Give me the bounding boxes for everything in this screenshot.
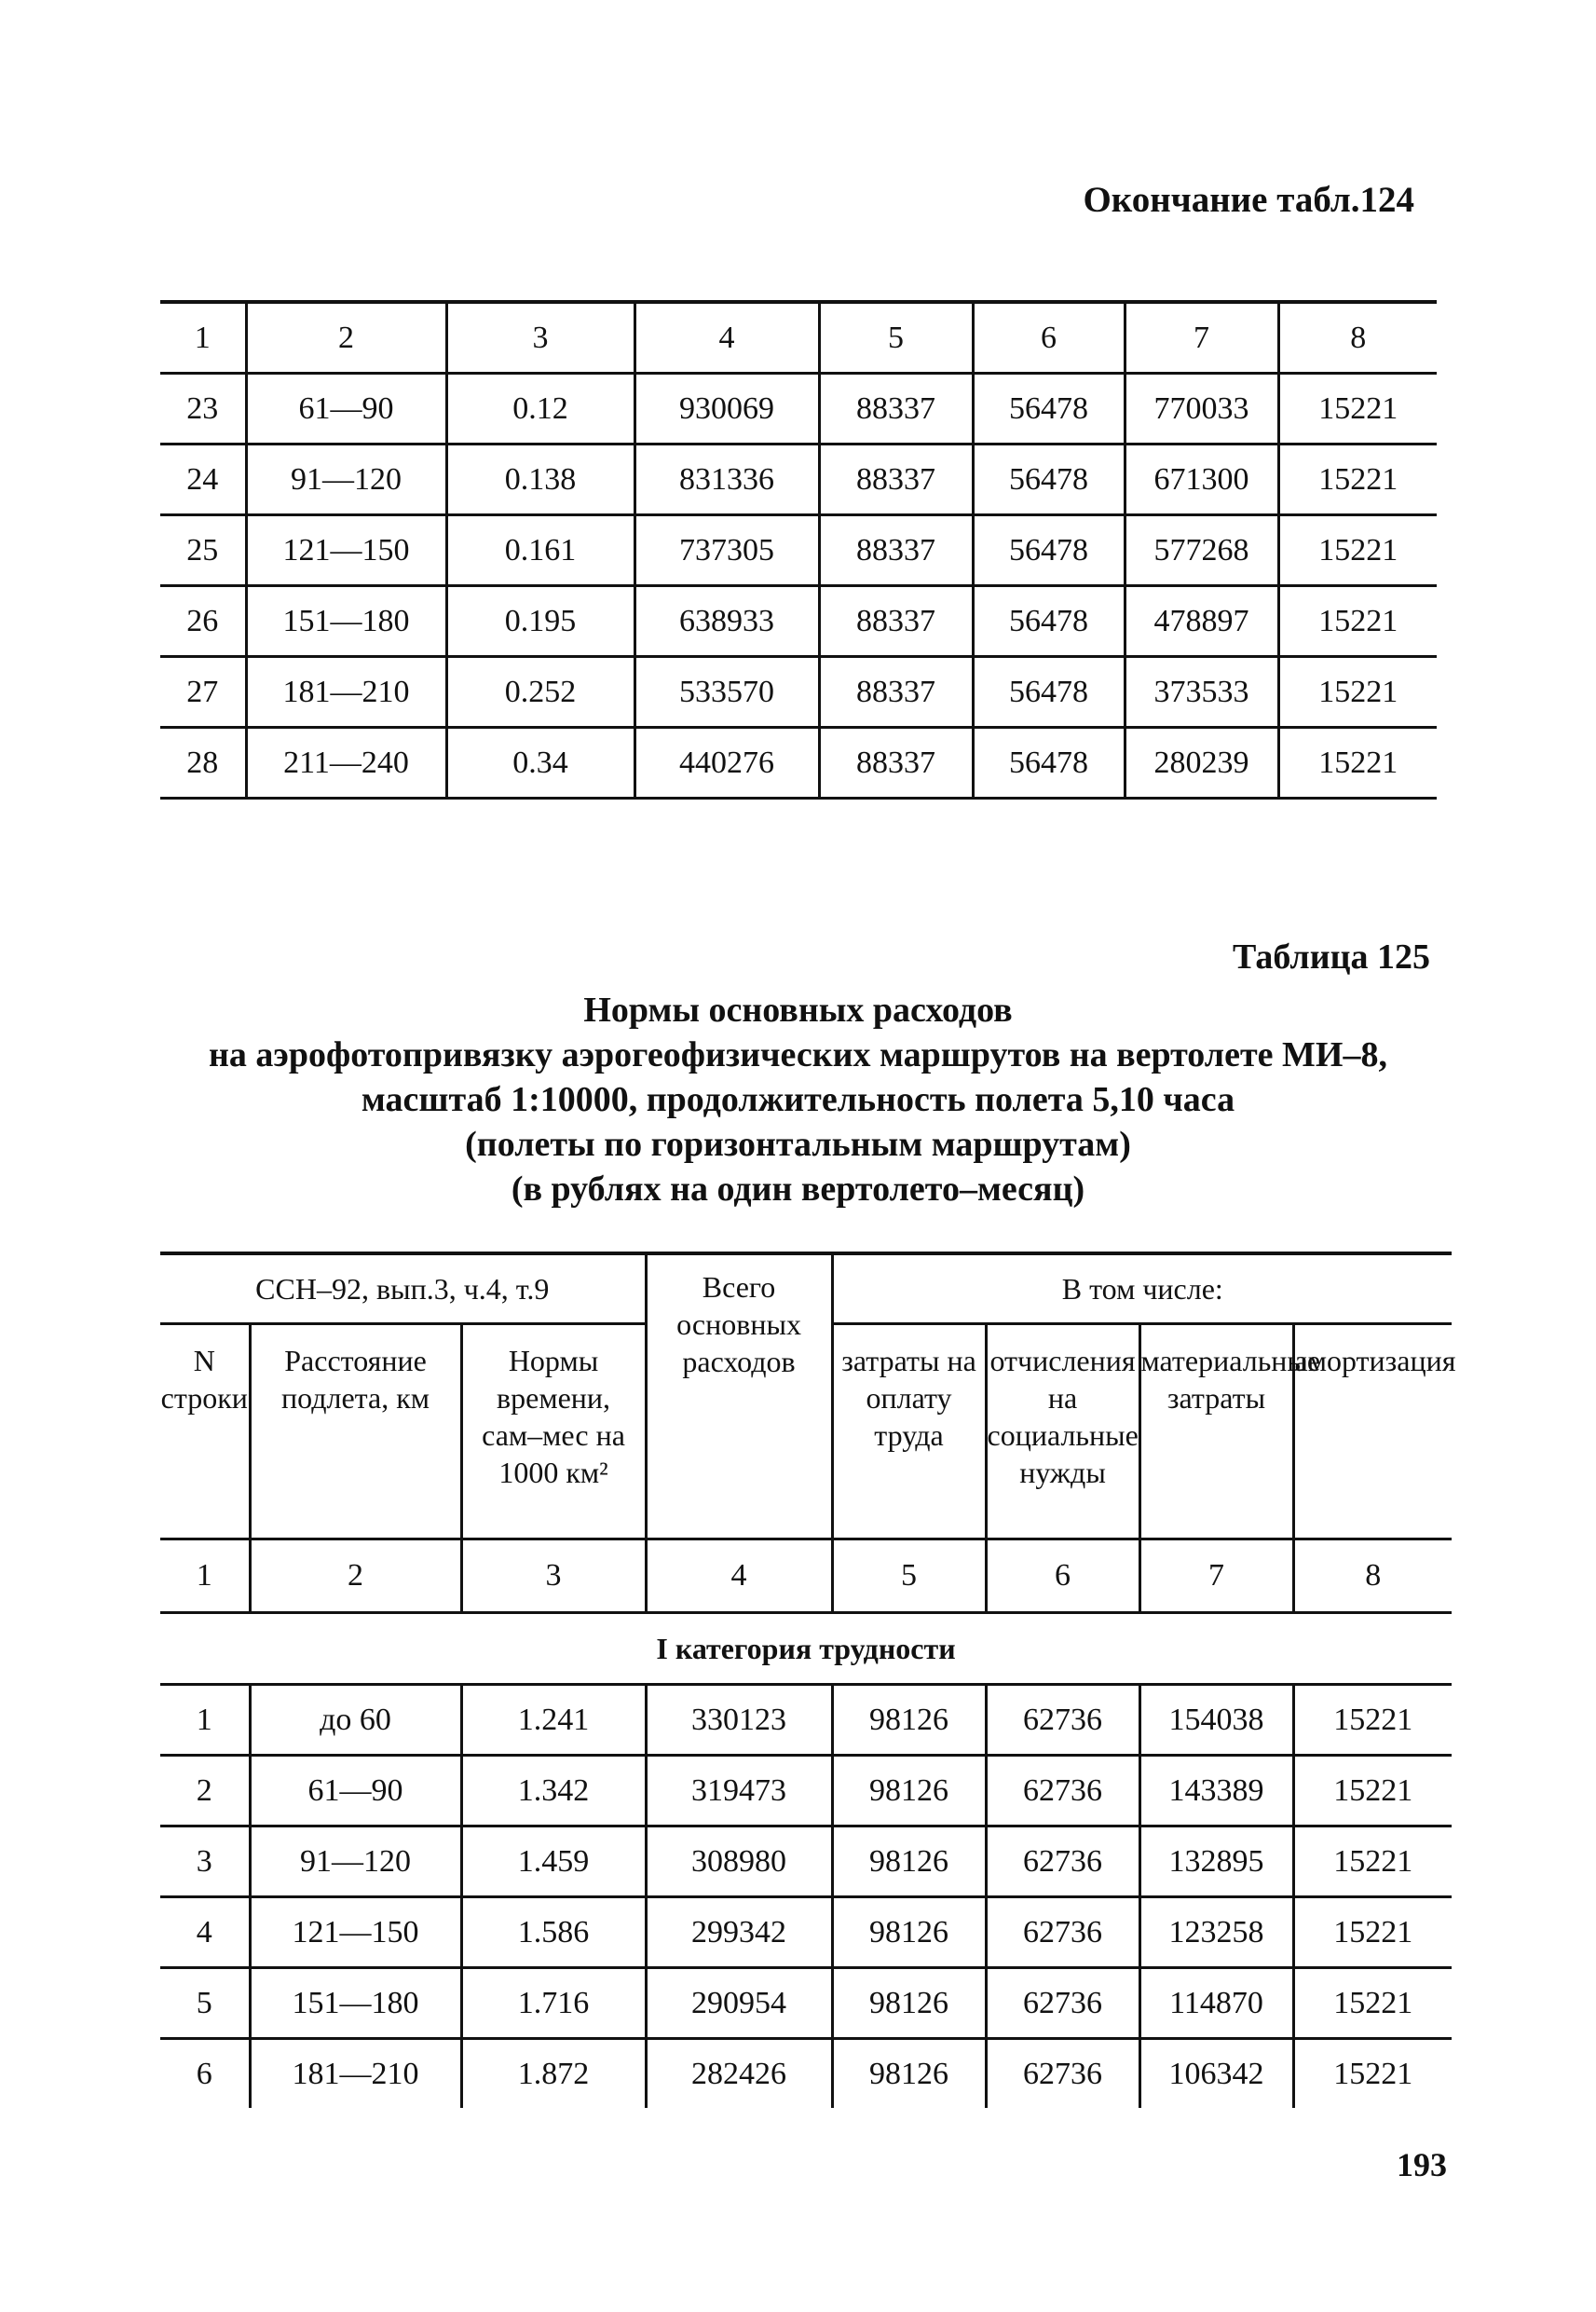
- table-cell: 15221: [1278, 445, 1437, 515]
- table-row: [160, 445, 1437, 515]
- table-cell: 56478: [973, 586, 1125, 657]
- column-number-row: [160, 302, 1437, 374]
- table-cell: 478897: [1125, 586, 1278, 657]
- table-cell: 0.12: [446, 374, 634, 445]
- table-cell: 91—120: [250, 1826, 461, 1897]
- table-cell: 26: [160, 586, 246, 657]
- table-cell: 62736: [986, 1756, 1139, 1826]
- table-cell: 440276: [634, 728, 819, 799]
- table-row: [160, 1968, 1452, 2039]
- table-cell: до 60: [250, 1685, 461, 1756]
- table-cell: 15221: [1278, 657, 1437, 728]
- table-cell: 98126: [832, 1968, 986, 2039]
- title-line: на аэрофотопривязку аэрогеофизических маршрутов на вертолете МИ–8,: [209, 1035, 1387, 1074]
- table-cell: 15221: [1278, 728, 1437, 799]
- table-cell: 8: [1293, 1539, 1452, 1613]
- table-cell: 0.195: [446, 586, 634, 657]
- table-cell: 211—240: [246, 728, 446, 799]
- table-125-label: Таблица 125: [1232, 937, 1430, 977]
- table-cell: 1.342: [461, 1756, 646, 1826]
- table-cell: 299342: [646, 1897, 832, 1968]
- table-cell: 15221: [1293, 1756, 1452, 1826]
- row-number-header: N строки: [160, 1324, 250, 1539]
- table-cell: 2: [160, 1756, 250, 1826]
- table-row: [160, 586, 1437, 657]
- table-cell: 1: [160, 302, 246, 374]
- table-cell: 62736: [986, 1968, 1139, 2039]
- table-cell: 62736: [986, 1826, 1139, 1897]
- table-cell: 25: [160, 515, 246, 586]
- title-line: Нормы основных расходов: [583, 991, 1013, 1030]
- including-header: В том числе:: [832, 1253, 1452, 1324]
- table-cell: 290954: [646, 1968, 832, 2039]
- table-cell: 4: [160, 1897, 250, 1968]
- ssn-group-header: ССН–92, вып.3, ч.4, т.9: [160, 1253, 646, 1324]
- table-row: [160, 1826, 1452, 1897]
- table-row: [160, 515, 1437, 586]
- table-cell: 88337: [819, 374, 973, 445]
- table-cell: 61—90: [246, 374, 446, 445]
- distance-header: Расстояние подлета, км: [250, 1324, 461, 1539]
- table-cell: 88337: [819, 728, 973, 799]
- table-cell: 15221: [1278, 586, 1437, 657]
- table-cell: 638933: [634, 586, 819, 657]
- table-cell: 533570: [634, 657, 819, 728]
- table-cell: 88337: [819, 586, 973, 657]
- table-cell: 56478: [973, 445, 1125, 515]
- table-cell: 7: [1139, 1539, 1293, 1613]
- table-cell: 27: [160, 657, 246, 728]
- table-cell: 56478: [973, 374, 1125, 445]
- table-cell: 56478: [973, 515, 1125, 586]
- table-cell: 4: [634, 302, 819, 374]
- table-cell: 0.161: [446, 515, 634, 586]
- table-cell: 1.872: [461, 2039, 646, 2109]
- table-row: [160, 1897, 1452, 1968]
- table-cell: 23: [160, 374, 246, 445]
- table-cell: 737305: [634, 515, 819, 586]
- table-cell: 308980: [646, 1826, 832, 1897]
- table-cell: 88337: [819, 515, 973, 586]
- table-cell: 330123: [646, 1685, 832, 1756]
- table-cell: 121—150: [246, 515, 446, 586]
- table-cell: 56478: [973, 657, 1125, 728]
- table-cell: 1: [160, 1685, 250, 1756]
- table-cell: 88337: [819, 657, 973, 728]
- table-cell: 4: [646, 1539, 832, 1613]
- category-label: I категория трудности: [160, 1613, 1452, 1685]
- table-cell: 151—180: [246, 586, 446, 657]
- column-number-row: [160, 1539, 1452, 1613]
- table-cell: 98126: [832, 1826, 986, 1897]
- table-cell: 15221: [1278, 515, 1437, 586]
- table-cell: 7: [1125, 302, 1278, 374]
- depreciation-header: амортизация: [1293, 1324, 1452, 1539]
- table-cell: 5: [832, 1539, 986, 1613]
- table-cell: 5: [160, 1968, 250, 2039]
- continuation-label: Окончание табл.124: [1083, 180, 1414, 220]
- table-cell: 154038: [1139, 1685, 1293, 1756]
- header-row-group: [160, 1253, 1452, 1324]
- table-cell: 15221: [1293, 1826, 1452, 1897]
- page-number: 193: [1397, 2146, 1447, 2183]
- table-cell: 373533: [1125, 657, 1278, 728]
- table-cell: 62736: [986, 2039, 1139, 2109]
- table-cell: 15221: [1293, 1897, 1452, 1968]
- table-cell: 2: [246, 302, 446, 374]
- table-row: [160, 1756, 1452, 1826]
- table-cell: 1.586: [461, 1897, 646, 1968]
- table-row: [160, 657, 1437, 728]
- table-cell: 56478: [973, 728, 1125, 799]
- table-cell: 15221: [1278, 374, 1437, 445]
- table-cell: 91—120: [246, 445, 446, 515]
- table-cell: 319473: [646, 1756, 832, 1826]
- title-line: масштаб 1:10000, продолжительность полета 5,10 часа: [361, 1080, 1235, 1119]
- table-cell: 831336: [634, 445, 819, 515]
- labor-cost-header: затраты на оплату труда: [832, 1324, 986, 1539]
- table-cell: 28: [160, 728, 246, 799]
- table-cell: 15221: [1333, 2056, 1413, 2091]
- table-cell: 62736: [986, 1685, 1139, 1756]
- time-norms-header: Нормы времени, сам–мес на 1000 км²: [461, 1324, 646, 1539]
- table-cell: 0.252: [446, 657, 634, 728]
- title-line: (в рублях на один вертолето–месяц): [511, 1170, 1085, 1209]
- table-cell: 61—90: [250, 1756, 461, 1826]
- table-cell: 121—150: [250, 1897, 461, 1968]
- table-cell: 2: [250, 1539, 461, 1613]
- table-cell: 98126: [832, 2039, 986, 2109]
- table-cell: 123258: [1139, 1897, 1293, 1968]
- materials-header: материальные затраты: [1139, 1324, 1293, 1539]
- table-cell: 98126: [832, 1897, 986, 1968]
- table-cell: 114870: [1139, 1968, 1293, 2039]
- table-cell: 8: [1278, 302, 1437, 374]
- table-cell: 0.138: [446, 445, 634, 515]
- table-cell: 15221: [1293, 1685, 1452, 1756]
- table-125-title: [140, 988, 1456, 1211]
- total-expenses-header: Всего основных расходов: [646, 1253, 832, 1539]
- table-cell: 0.34: [446, 728, 634, 799]
- table-cell: 98126: [832, 1685, 986, 1756]
- table-cell: 181—210: [246, 657, 446, 728]
- table-cell: 577268: [1125, 515, 1278, 586]
- category-row: [160, 1613, 1452, 1685]
- table-cell: 6: [986, 1539, 1139, 1613]
- table-cell: 3: [446, 302, 634, 374]
- table-row: [160, 1685, 1452, 1756]
- table-cell: 930069: [634, 374, 819, 445]
- table-cell: 1.241: [461, 1685, 646, 1756]
- title-line: (полеты по горизонтальным маршрутам): [465, 1125, 1131, 1164]
- table-cell: 6: [973, 302, 1125, 374]
- table-row: [160, 728, 1437, 799]
- table-cell: 1.459: [461, 1826, 646, 1897]
- table-cell: 151—180: [250, 1968, 461, 2039]
- table-cell: 6: [160, 2039, 250, 2109]
- table-cell: 88337: [819, 445, 973, 515]
- table-cell: 1: [160, 1539, 250, 1613]
- table-cell: 1.716: [461, 1968, 646, 2039]
- table-cell: 98126: [832, 1756, 986, 1826]
- table-cell: 106342: [1139, 2039, 1293, 2109]
- table-cell: 3: [160, 1826, 250, 1897]
- table-row: [160, 374, 1437, 445]
- table-cell: 24: [160, 445, 246, 515]
- table-cell: 671300: [1125, 445, 1278, 515]
- table-cell: 3: [461, 1539, 646, 1613]
- table-cell: 62736: [986, 1897, 1139, 1968]
- table-cell: 132895: [1139, 1826, 1293, 1897]
- table-row: [160, 2039, 1452, 2109]
- table-cell: 15221: [1293, 1968, 1452, 2039]
- table-cell: 181—210: [250, 2039, 461, 2109]
- table-cell: 143389: [1139, 1756, 1293, 1826]
- table-cell: 5: [819, 302, 973, 374]
- table-cell: 282426: [646, 2039, 832, 2109]
- table-124-continuation: [160, 300, 1437, 800]
- table-cell: 280239: [1125, 728, 1278, 799]
- table-cell: 770033: [1125, 374, 1278, 445]
- table-125: [160, 1252, 1456, 2108]
- social-contrib-header: отчисления на социальные нужды: [986, 1324, 1139, 1539]
